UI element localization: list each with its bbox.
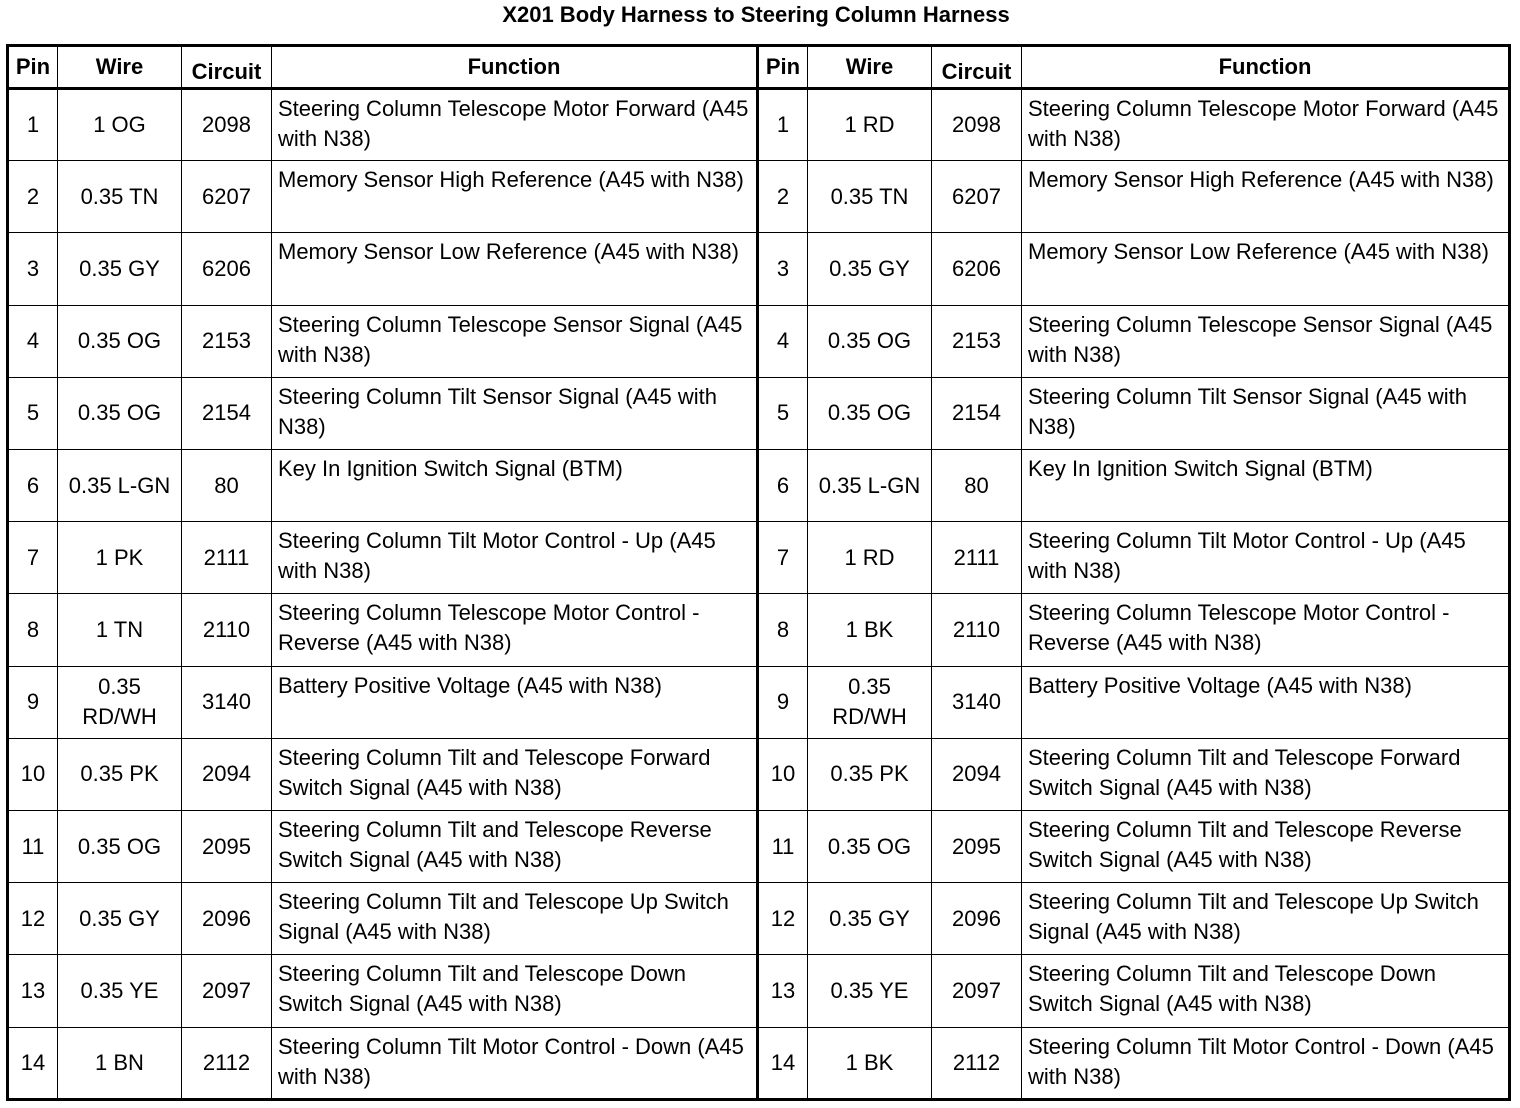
left-pin-cell: 12 bbox=[8, 883, 58, 955]
left-circuit-cell: 2154 bbox=[182, 377, 272, 449]
right-wire-cell: 0.35 TN bbox=[808, 161, 932, 233]
header-wire-right: Wire bbox=[808, 46, 932, 89]
left-function-cell: Steering Column Tilt Motor Control - Down (A45 with N38) bbox=[272, 1027, 758, 1099]
left-function-cell: Steering Column Tilt Sensor Signal (A45 with N38) bbox=[272, 377, 758, 449]
right-wire-cell: 0.35 RD/WH bbox=[808, 666, 932, 738]
page-title: X201 Body Harness to Steering Column Harness bbox=[502, 2, 1010, 27]
right-pin-cell: 8 bbox=[758, 594, 808, 666]
header-function-right: Function bbox=[1022, 46, 1510, 89]
right-circuit-cell: 2154 bbox=[932, 377, 1022, 449]
right-circuit-cell: 6207 bbox=[932, 161, 1022, 233]
left-circuit-cell: 2153 bbox=[182, 305, 272, 377]
right-pin-cell: 5 bbox=[758, 377, 808, 449]
left-circuit-cell: 2111 bbox=[182, 522, 272, 594]
left-wire-cell: 1 OG bbox=[58, 89, 182, 161]
right-pin-cell: 10 bbox=[758, 738, 808, 810]
right-circuit-cell: 2095 bbox=[932, 811, 1022, 883]
left-wire-cell: 0.35 GY bbox=[58, 233, 182, 305]
left-function-cell: Key In Ignition Switch Signal (BTM) bbox=[272, 450, 758, 522]
right-pin-cell: 4 bbox=[758, 305, 808, 377]
table-row bbox=[8, 305, 1510, 377]
left-wire-cell: 0.35 OG bbox=[58, 305, 182, 377]
table-row bbox=[8, 594, 1510, 666]
left-wire-cell: 0.35 RD/WH bbox=[58, 666, 182, 738]
left-function-cell: Memory Sensor High Reference (A45 with N38) bbox=[272, 161, 758, 233]
left-wire-cell: 0.35 OG bbox=[58, 377, 182, 449]
left-function-cell: Steering Column Tilt and Telescope Reverse Switch Signal (A45 with N38) bbox=[272, 811, 758, 883]
right-function-cell: Steering Column Tilt Sensor Signal (A45 with N38) bbox=[1022, 377, 1510, 449]
left-wire-cell: 1 PK bbox=[58, 522, 182, 594]
right-circuit-cell: 2097 bbox=[932, 955, 1022, 1027]
right-function-cell: Steering Column Telescope Motor Forward (A45 with N38) bbox=[1022, 89, 1510, 161]
right-function-cell: Steering Column Tilt and Telescope Forward Switch Signal (A45 with N38) bbox=[1022, 738, 1510, 810]
left-circuit-cell: 2096 bbox=[182, 883, 272, 955]
left-pin-cell: 3 bbox=[8, 233, 58, 305]
table-row bbox=[8, 522, 1510, 594]
left-circuit-cell: 2097 bbox=[182, 955, 272, 1027]
right-circuit-cell: 2112 bbox=[932, 1027, 1022, 1099]
left-wire-cell: 0.35 TN bbox=[58, 161, 182, 233]
left-pin-cell: 5 bbox=[8, 377, 58, 449]
right-pin-cell: 13 bbox=[758, 955, 808, 1027]
left-function-cell: Memory Sensor Low Reference (A45 with N38) bbox=[272, 233, 758, 305]
table-body bbox=[8, 89, 1510, 1100]
right-function-cell: Steering Column Telescope Sensor Signal (A45 with N38) bbox=[1022, 305, 1510, 377]
right-wire-cell: 0.35 L-GN bbox=[808, 450, 932, 522]
left-wire-cell: 1 BN bbox=[58, 1027, 182, 1099]
header-function-left: Function bbox=[272, 46, 758, 89]
right-wire-cell: 0.35 PK bbox=[808, 738, 932, 810]
right-wire-cell: 0.35 OG bbox=[808, 377, 932, 449]
right-function-cell: Steering Column Tilt and Telescope Reverse Switch Signal (A45 with N38) bbox=[1022, 811, 1510, 883]
table-row bbox=[8, 883, 1510, 955]
left-wire-cell: 0.35 OG bbox=[58, 811, 182, 883]
left-function-cell: Steering Column Tilt and Telescope Up Switch Signal (A45 with N38) bbox=[272, 883, 758, 955]
right-pin-cell: 12 bbox=[758, 883, 808, 955]
header-circuit-left: Circuit bbox=[182, 46, 272, 89]
left-pin-cell: 7 bbox=[8, 522, 58, 594]
left-pin-cell: 4 bbox=[8, 305, 58, 377]
table-row bbox=[8, 161, 1510, 233]
left-pin-cell: 2 bbox=[8, 161, 58, 233]
right-pin-cell: 7 bbox=[758, 522, 808, 594]
left-wire-cell: 0.35 GY bbox=[58, 883, 182, 955]
left-pin-cell: 8 bbox=[8, 594, 58, 666]
header-wire-left: Wire bbox=[58, 46, 182, 89]
left-function-cell: Steering Column Tilt Motor Control - Up (A45 with N38) bbox=[272, 522, 758, 594]
left-wire-cell: 0.35 PK bbox=[58, 738, 182, 810]
right-circuit-cell: 2110 bbox=[932, 594, 1022, 666]
right-wire-cell: 0.35 GY bbox=[808, 883, 932, 955]
right-circuit-cell: 80 bbox=[932, 450, 1022, 522]
header-pin-left: Pin bbox=[8, 46, 58, 89]
right-circuit-cell: 2153 bbox=[932, 305, 1022, 377]
right-pin-cell: 1 bbox=[758, 89, 808, 161]
left-circuit-cell: 2094 bbox=[182, 738, 272, 810]
left-function-cell: Steering Column Telescope Sensor Signal (A45 with N38) bbox=[272, 305, 758, 377]
right-function-cell: Steering Column Tilt and Telescope Down Switch Signal (A45 with N38) bbox=[1022, 955, 1510, 1027]
right-circuit-cell: 2098 bbox=[932, 89, 1022, 161]
right-wire-cell: 0.35 OG bbox=[808, 305, 932, 377]
left-pin-cell: 6 bbox=[8, 450, 58, 522]
right-wire-cell: 1 RD bbox=[808, 522, 932, 594]
right-pin-cell: 3 bbox=[758, 233, 808, 305]
right-circuit-cell: 2094 bbox=[932, 738, 1022, 810]
header-pin-right: Pin bbox=[758, 46, 808, 89]
right-pin-cell: 14 bbox=[758, 1027, 808, 1099]
right-wire-cell: 0.35 YE bbox=[808, 955, 932, 1027]
header-row bbox=[8, 46, 1510, 89]
right-pin-cell: 2 bbox=[758, 161, 808, 233]
right-wire-cell: 1 RD bbox=[808, 89, 932, 161]
table-row bbox=[8, 89, 1510, 161]
right-circuit-cell: 2096 bbox=[932, 883, 1022, 955]
left-circuit-cell: 2098 bbox=[182, 89, 272, 161]
left-pin-cell: 14 bbox=[8, 1027, 58, 1099]
left-pin-cell: 10 bbox=[8, 738, 58, 810]
left-circuit-cell: 80 bbox=[182, 450, 272, 522]
right-function-cell: Steering Column Tilt Motor Control - Down (A45 with N38) bbox=[1022, 1027, 1510, 1099]
left-function-cell: Steering Column Tilt and Telescope Forward Switch Signal (A45 with N38) bbox=[272, 738, 758, 810]
right-wire-cell: 1 BK bbox=[808, 594, 932, 666]
table-row bbox=[8, 738, 1510, 810]
right-function-cell: Key In Ignition Switch Signal (BTM) bbox=[1022, 450, 1510, 522]
header-circuit-right: Circuit bbox=[932, 46, 1022, 89]
table-row bbox=[8, 233, 1510, 305]
right-pin-cell: 6 bbox=[758, 450, 808, 522]
right-wire-cell: 1 BK bbox=[808, 1027, 932, 1099]
right-function-cell: Memory Sensor Low Reference (A45 with N38) bbox=[1022, 233, 1510, 305]
left-wire-cell: 0.35 YE bbox=[58, 955, 182, 1027]
right-function-cell: Battery Positive Voltage (A45 with N38) bbox=[1022, 666, 1510, 738]
harness-table bbox=[6, 44, 1511, 1101]
left-function-cell: Battery Positive Voltage (A45 with N38) bbox=[272, 666, 758, 738]
table-row bbox=[8, 1027, 1510, 1099]
left-circuit-cell: 6207 bbox=[182, 161, 272, 233]
left-circuit-cell: 2110 bbox=[182, 594, 272, 666]
left-function-cell: Steering Column Telescope Motor Control - Reverse (A45 with N38) bbox=[272, 594, 758, 666]
left-pin-cell: 13 bbox=[8, 955, 58, 1027]
right-circuit-cell: 6206 bbox=[932, 233, 1022, 305]
table-row bbox=[8, 955, 1510, 1027]
left-pin-cell: 11 bbox=[8, 811, 58, 883]
right-wire-cell: 0.35 GY bbox=[808, 233, 932, 305]
left-pin-cell: 1 bbox=[8, 89, 58, 161]
left-circuit-cell: 2112 bbox=[182, 1027, 272, 1099]
table-row bbox=[8, 450, 1510, 522]
right-circuit-cell: 3140 bbox=[932, 666, 1022, 738]
right-wire-cell: 0.35 OG bbox=[808, 811, 932, 883]
right-circuit-cell: 2111 bbox=[932, 522, 1022, 594]
table-row bbox=[8, 666, 1510, 738]
right-function-cell: Steering Column Telescope Motor Control - Reverse (A45 with N38) bbox=[1022, 594, 1510, 666]
right-pin-cell: 9 bbox=[758, 666, 808, 738]
table-row bbox=[8, 811, 1510, 883]
left-function-cell: Steering Column Telescope Motor Forward (A45 with N38) bbox=[272, 89, 758, 161]
left-wire-cell: 0.35 L-GN bbox=[58, 450, 182, 522]
left-circuit-cell: 3140 bbox=[182, 666, 272, 738]
left-wire-cell: 1 TN bbox=[58, 594, 182, 666]
right-pin-cell: 11 bbox=[758, 811, 808, 883]
right-function-cell: Steering Column Tilt and Telescope Up Switch Signal (A45 with N38) bbox=[1022, 883, 1510, 955]
table-row bbox=[8, 377, 1510, 449]
right-function-cell: Memory Sensor High Reference (A45 with N38) bbox=[1022, 161, 1510, 233]
left-function-cell: Steering Column Tilt and Telescope Down Switch Signal (A45 with N38) bbox=[272, 955, 758, 1027]
left-circuit-cell: 6206 bbox=[182, 233, 272, 305]
left-circuit-cell: 2095 bbox=[182, 811, 272, 883]
left-pin-cell: 9 bbox=[8, 666, 58, 738]
right-function-cell: Steering Column Tilt Motor Control - Up (A45 with N38) bbox=[1022, 522, 1510, 594]
